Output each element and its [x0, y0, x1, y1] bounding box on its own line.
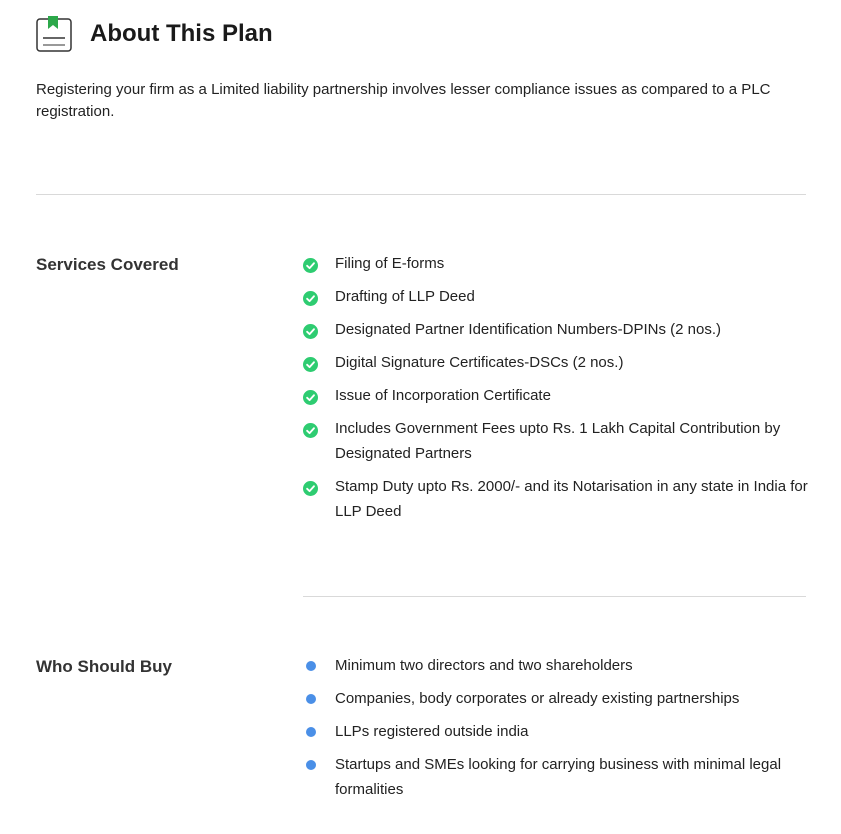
list-item	[303, 284, 813, 309]
plan-description: Registering your firm as a Limited liability partnership involves lesser compliance issues as compared to a PLC registration.	[36, 81, 771, 120]
section-divider	[36, 194, 806, 195]
list-item-text: Filing of E-forms	[335, 255, 445, 272]
check-circle-icon	[303, 256, 318, 271]
list-item	[303, 653, 813, 678]
list-item-text: Startups and SMEs looking for carrying business with minimal legal formalities	[335, 756, 782, 798]
who-should-buy-heading: Who Should Buy	[36, 657, 172, 676]
list-item-text: Stamp Duty upto Rs. 2000/- and its Notarisation in any state in India for LLP Deed	[335, 478, 808, 520]
list-item	[303, 350, 813, 375]
list-item	[303, 251, 813, 276]
bookmark-document-icon	[36, 16, 72, 52]
list-item	[303, 686, 813, 711]
services-list	[303, 251, 813, 532]
list-item-text: Includes Government Fees upto Rs. 1 Lakh Capital Contribution by Designated Partners	[335, 420, 781, 462]
list-item	[303, 719, 813, 744]
check-circle-icon	[303, 421, 318, 436]
check-circle-icon	[303, 479, 318, 494]
bullet-dot-icon	[306, 727, 316, 737]
list-item-text: Digital Signature Certificates-DSCs (2 nos.)	[335, 354, 624, 371]
check-circle-icon	[303, 388, 318, 403]
list-item	[303, 416, 813, 466]
plan-header	[36, 16, 273, 52]
section-divider	[303, 596, 806, 597]
list-item-text: LLPs registered outside india	[335, 723, 529, 740]
services-covered-heading: Services Covered	[36, 255, 179, 274]
list-item	[303, 383, 813, 408]
check-circle-icon	[303, 355, 318, 370]
check-circle-icon	[303, 322, 318, 337]
list-item	[303, 474, 813, 524]
list-item-text: Designated Partner Identification Numbers-DPINs (2 nos.)	[335, 321, 722, 338]
list-item-text: Drafting of LLP Deed	[335, 288, 475, 305]
list-item-text: Issue of Incorporation Certificate	[335, 387, 551, 404]
list-item	[303, 317, 813, 342]
list-item-text: Minimum two directors and two shareholders	[335, 657, 633, 674]
bullet-dot-icon	[306, 694, 316, 704]
list-item-text: Companies, body corporates or already existing partnerships	[335, 690, 740, 707]
list-item	[303, 752, 813, 802]
who-should-buy-list	[303, 653, 813, 810]
bullet-dot-icon	[306, 661, 316, 671]
bullet-dot-icon	[306, 760, 316, 770]
check-circle-icon	[303, 289, 318, 304]
page-title: About This Plan	[90, 20, 273, 47]
